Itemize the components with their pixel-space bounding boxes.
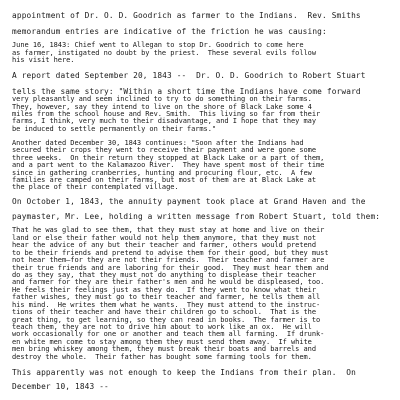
text-line: They, however, say they intend to live on the shore of Black Lake some 4 — [12, 103, 312, 111]
text-line: en white men come to stay among them they must send them away. If white — [12, 338, 312, 346]
text-line: their true friends and are laboring for their good. They must hear them and — [12, 264, 329, 272]
text-line: memorandum entries are indicative of the friction he was causing: — [12, 27, 327, 36]
text-line: and farmer for they are their father's men and he would be displeased, too. — [12, 278, 325, 286]
text-line: destroy the whole. Their father has bought some farming tools for them. — [12, 353, 312, 361]
text-line: This apparently was not enough to keep the Indians from their plan. On — [12, 368, 356, 377]
text-line: On October 1, 1843, the annuity payment took place at Grand Haven and the — [12, 197, 366, 206]
text-line: since in gathering cranberries, hunting and procuring flour, etc. A few — [12, 169, 312, 177]
text-line: not hear them—for they are not their friends. Their teacher and farmer are — [12, 256, 325, 264]
text-line: hear the advice of any but their teacher and farmer, others would pretend — [12, 241, 316, 249]
text-line: That he was glad to see them, that they must stay at home and live on their — [12, 226, 325, 234]
text-line: very pleasantly and seem inclined to try to do something on their farms. — [12, 95, 312, 103]
text-line: his mind. He writes them what he wants. They must attend to the instruc- — [12, 301, 321, 309]
text-line: appointment of Dr. O. D. Goodrich as farmer to the Indians. Rev. Smiths — [12, 11, 361, 20]
text-line: farms, I think, very much to their disadvantage, and I hope that they may — [12, 117, 316, 125]
text-line: three weeks. On their return they stopped at Black Lake or a part of them, — [12, 154, 325, 162]
text-line: families are camped on their farms, but most of them are at Black Lake at — [12, 176, 316, 184]
text-line: secured their crops they went to receive their payment and were gone some — [12, 146, 316, 154]
text-line: as farmer, instigated no doubt by the priest. These several evils follow — [12, 49, 316, 57]
text-line: men bring whiskey among them, they must break their boats and barrels and — [12, 345, 316, 353]
text-line: He feels their feelings just as they do. If they went to know what their — [12, 286, 316, 294]
text-line: tions of their teacher and have their children go to school. That is the — [12, 308, 316, 316]
text-line: land or else their father would not help them anymore, that they must not — [12, 234, 316, 242]
text-line: be induced to settle permanently on their farms." — [12, 125, 217, 133]
text-line: work occasionally for one or another and teach them all farming. If drunk- — [12, 330, 325, 338]
text-line: Another dated December 30, 1843 continues: "Soon after the Indians had — [12, 139, 304, 147]
text-line: teach them, they are not to drive him about to work like an ox. He will — [12, 323, 312, 331]
text-line: great thing, to get learning, so they can read in books. The farmer is to — [12, 316, 321, 324]
text-line: December 10, 1843 -- — [12, 382, 109, 391]
text-line: the place of their contemplated village. — [12, 183, 179, 191]
text-line: father wishes, they must go to their teacher and farmer, he tells them all — [12, 293, 321, 301]
text-line: June 16, 1843: Chief went to Allegan to stop Dr. Goodrich to come here — [12, 41, 304, 49]
text-line: to be their friends and pretend to advise them for their good, but they must — [12, 249, 329, 257]
text-line: and a part went to the Kalamazoo River. They have spent most of their time — [12, 161, 325, 169]
text-line: tells the same story: "Within a short time the Indians have come forward — [12, 87, 361, 96]
text-line: do as they say, that they must not do anything to displease their teacher — [12, 271, 316, 279]
text-line: his visit here. — [12, 56, 75, 64]
text-line: miles from the school house and Rev. Smith. This living so far from their — [12, 110, 321, 118]
text-line: paymaster, Mr. Lee, holding a written message from Robert Stuart, told them: — [12, 212, 381, 221]
text-line: A report dated September 20, 1843 -- Dr. O. D. Goodrich to Robert Stuart — [12, 71, 366, 80]
